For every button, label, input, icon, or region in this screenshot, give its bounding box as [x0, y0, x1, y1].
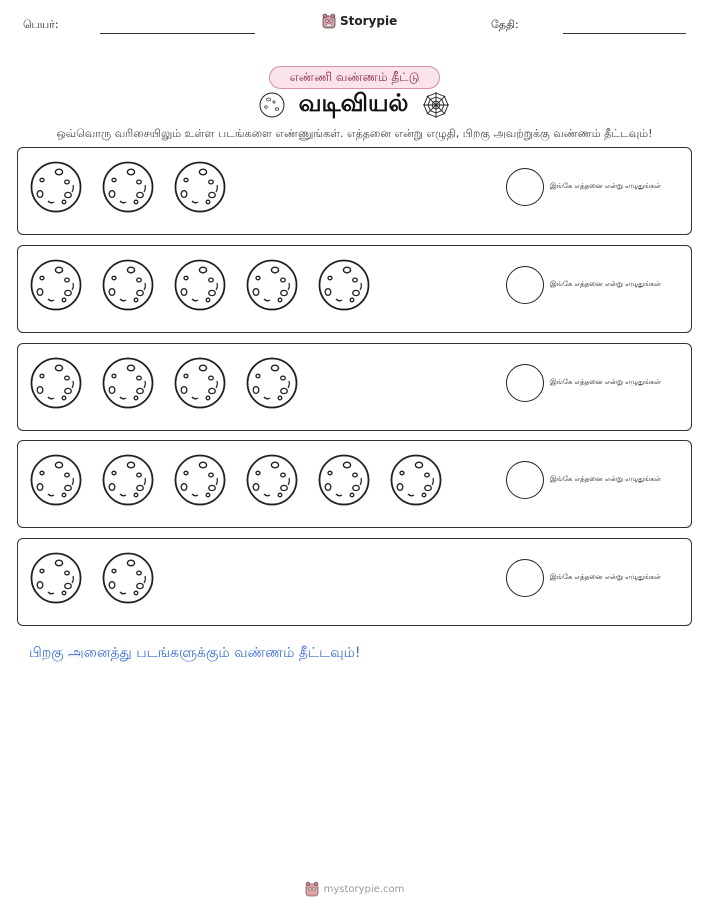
moon-group [30, 357, 298, 409]
count-row-3 [17, 343, 692, 431]
moon-icon [30, 259, 82, 311]
page-title: வடிவியல் [298, 89, 409, 117]
moon-icon [30, 552, 82, 604]
site-footer [0, 881, 709, 897]
moon-icon [102, 552, 154, 604]
moon-icon [259, 92, 285, 118]
moon-icon [174, 454, 226, 506]
answer-hint: இங்கே எத்தனை என்று எழுதுங்கள் [550, 573, 662, 581]
answer-hint: இங்கே எத்தனை என்று எழுதுங்கள் [550, 280, 662, 288]
moon-icon [30, 454, 82, 506]
moon-icon [102, 161, 154, 213]
date-line[interactable] [563, 33, 686, 34]
moon-icon [318, 259, 370, 311]
moon-icon [246, 357, 298, 409]
moon-icon [102, 259, 154, 311]
answer-hint: இங்கே எத்தனை என்று எழுதுங்கள் [550, 378, 662, 386]
answer-circle[interactable] [506, 266, 544, 304]
moon-group [30, 454, 442, 506]
site-url[interactable]: mystorypie.com [323, 883, 405, 895]
brand-logo [322, 13, 397, 29]
moon-group [30, 161, 226, 213]
instructions: ஒவ்வொரு வரிசையிலும் உள்ள படங்களை எண்ணுங்கள். எத்தனை என்று எழுதி, பிறகு அவற்றுக்கு வண்ணம் தீட்டவும்! [56, 127, 653, 140]
moon-icon [30, 357, 82, 409]
moon-icon [390, 454, 442, 506]
date-label: தேதி: [491, 18, 519, 31]
moon-icon [174, 161, 226, 213]
count-row-2 [17, 245, 692, 333]
answer-circle[interactable] [506, 461, 544, 499]
moon-icon [174, 259, 226, 311]
moon-icon [318, 454, 370, 506]
storypie-mascot-icon [305, 881, 319, 897]
answer-hint: இங்கே எத்தனை என்று எழுதுங்கள் [550, 475, 662, 483]
answer-circle[interactable] [506, 364, 544, 402]
title-row [0, 89, 709, 120]
activity-tag: எண்ணி வண்ணம் தீட்டு [269, 66, 440, 89]
moon-group [30, 259, 370, 311]
moon-icon [174, 357, 226, 409]
moon-icon [102, 454, 154, 506]
answer-circle[interactable] [506, 168, 544, 206]
spider-web-icon [422, 91, 450, 119]
name-line[interactable] [100, 33, 255, 34]
footer-note: பிறகு அனைத்து படங்களுக்கும் வண்ணம் தீட்டவும்! [29, 645, 361, 661]
moon-icon [102, 357, 154, 409]
moon-icon [246, 454, 298, 506]
brand-name: Storypie [340, 14, 398, 28]
moon-icon [246, 259, 298, 311]
name-label: பெயர்: [23, 18, 59, 31]
answer-circle[interactable] [506, 559, 544, 597]
answer-hint: இங்கே எத்தனை என்று எழுதுங்கள் [550, 182, 662, 190]
count-row-5 [17, 538, 692, 626]
storypie-mascot-icon [322, 13, 336, 29]
moon-group [30, 552, 154, 604]
moon-icon [30, 161, 82, 213]
count-row-1 [17, 147, 692, 235]
count-row-4 [17, 440, 692, 528]
